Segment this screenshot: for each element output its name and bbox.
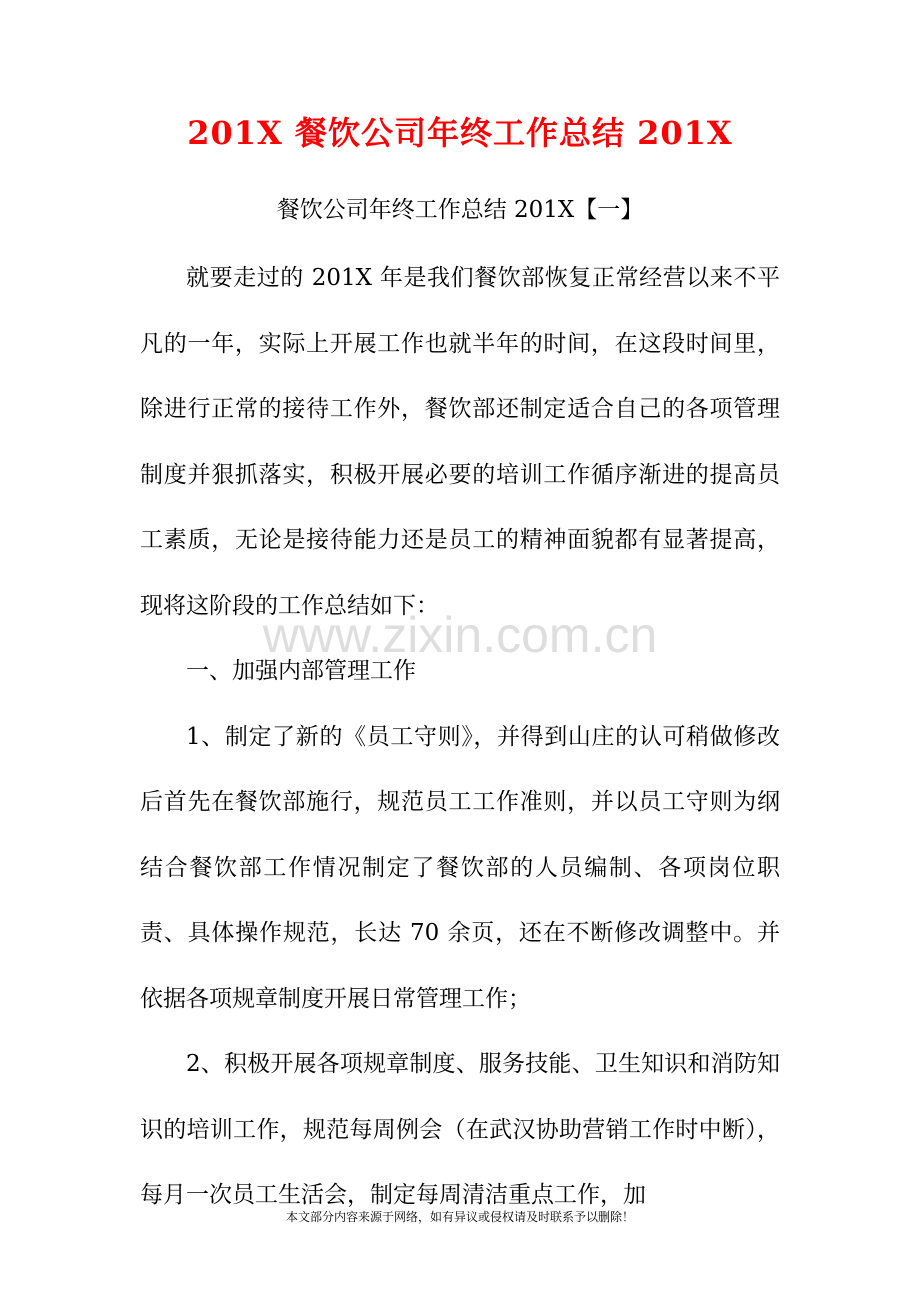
document-title: 201X 餐饮公司年终工作总结 201X	[187, 114, 733, 152]
paragraph-item-2: 2、积极开展各项规章制度、服务技能、卫生知识和消防知识的培训工作，规范每周例会（在武汉协助营销工作时中断），每月一次员工生活会，制定每周清洁重点工作，加	[140, 1051, 780, 1208]
watermark: www.zixin.com.cn	[262, 607, 658, 663]
section-heading: 一、加强内部管理工作	[186, 658, 416, 684]
document-body	[140, 246, 780, 1229]
document-subtitle: 餐饮公司年终工作总结 201X【一】	[276, 197, 644, 223]
paragraph-intro: 就要走过的 201X 年是我们餐饮部恢复正常经营以来不平凡的一年，实际上开展工作也就半年的时间，在这段时间里，除进行正常的接待工作外，餐饮部还制定适合自己的各项管理制度并狠抓落实，积极开展必要的培训工作循序渐进的提高员工素质，无论是接待能力还是员工的精神面貌都有显著提高，现将这阶段的工作总结如下：	[140, 265, 780, 619]
footer-disclaimer: 本文部分内容来源于网络，如有异议或侵权请及时联系予以删除！	[285, 1210, 634, 1224]
paragraph-item-1: 1、制定了新的《员工守则》，并得到山庄的认可稍做修改后首先在餐饮部施行，规范员工工作准则，并以员工守则为纲结合餐饮部工作情况制定了餐饮部的人员编制、各项岗位职责、具体操作规范，长达 70 余页，还在不断修改调整中。并依据各项规章制度开展日常管理工作；	[140, 723, 780, 1012]
